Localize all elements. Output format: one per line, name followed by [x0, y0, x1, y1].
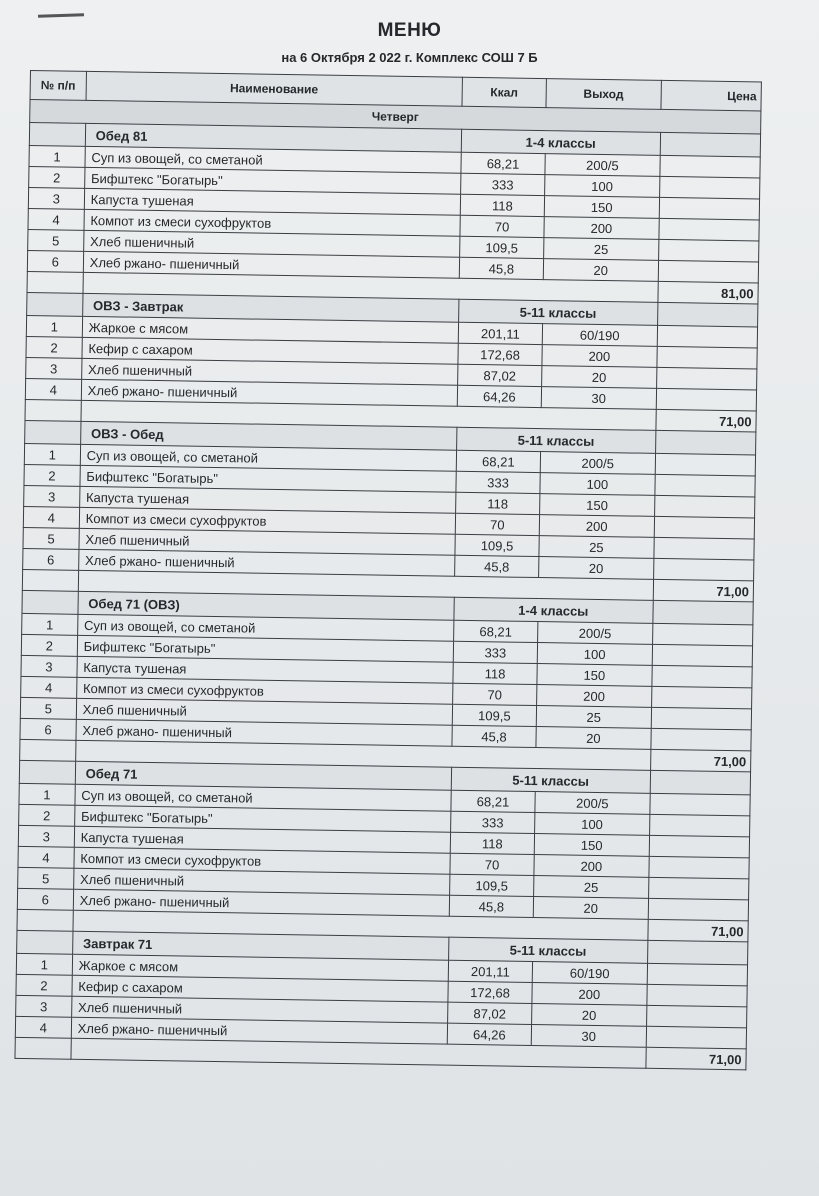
item-price — [659, 218, 760, 241]
item-name: Хлеб ржано- пшеничный — [78, 549, 454, 576]
section-total: 71,00 — [656, 409, 757, 432]
menu-table — [14, 70, 761, 1070]
item-price — [651, 686, 752, 709]
item-kcal: 45,8 — [452, 725, 536, 747]
section-title: ОВЗ - Завтрак — [82, 293, 458, 322]
section-empty-cell — [29, 123, 85, 147]
section-title: Завтрак 71 — [72, 931, 448, 960]
item-kcal: 333 — [453, 641, 537, 663]
item-name: Компот из смеси сухофруктов — [76, 677, 452, 704]
item-name: Капуста тушеная — [74, 826, 450, 853]
item-kcal: 333 — [456, 471, 540, 493]
menu-body — [15, 100, 761, 1070]
item-number: 6 — [23, 548, 79, 570]
item-name: Компот из смеси сухофруктов — [79, 507, 455, 534]
item-output: 150 — [537, 664, 652, 687]
item-output: 20 — [536, 727, 651, 750]
item-kcal: 87,02 — [447, 1002, 531, 1024]
item-name: Хлеб ржано- пшеничный — [73, 889, 449, 916]
item-kcal: 68,21 — [453, 620, 537, 642]
item-number: 1 — [19, 783, 75, 805]
item-number: 6 — [27, 250, 83, 272]
item-kcal: 118 — [455, 492, 539, 514]
section-empty-cell — [652, 600, 753, 625]
item-price — [659, 197, 760, 220]
item-kcal: 201,11 — [458, 322, 542, 344]
item-output: 200 — [534, 855, 649, 878]
item-number: 5 — [20, 697, 76, 719]
item-number: 5 — [23, 527, 79, 549]
item-output: 25 — [536, 706, 651, 729]
item-price — [659, 176, 760, 199]
item-price — [648, 856, 749, 879]
item-name: Хлеб ржано- пшеничный — [81, 379, 457, 406]
section-empty-cell — [657, 302, 758, 327]
item-name: Капуста тушеная — [84, 188, 460, 215]
item-price — [653, 558, 754, 581]
section-empty-cell — [660, 132, 761, 157]
section-total: 71,00 — [650, 749, 751, 772]
item-name: Хлеб ржано- пшеничный — [76, 719, 452, 746]
item-name: Хлеб пшеничный — [73, 868, 449, 895]
header-name: Наименование — [86, 71, 463, 106]
item-kcal: 172,68 — [448, 981, 532, 1003]
item-name: Компот из смеси сухофруктов — [74, 847, 450, 874]
item-name: Хлеб пшеничный — [79, 528, 455, 555]
item-name: Жаркое с мясом — [82, 316, 458, 343]
item-price — [652, 623, 753, 646]
page-title: МЕНЮ — [377, 20, 442, 41]
item-kcal: 70 — [450, 853, 534, 875]
item-number: 4 — [21, 676, 77, 698]
item-price — [648, 877, 749, 900]
item-price — [651, 665, 752, 688]
item-kcal: 333 — [450, 811, 534, 833]
item-output: 100 — [545, 175, 660, 198]
item-output: 30 — [541, 387, 656, 410]
section-total: 71,00 — [647, 919, 748, 942]
section-classes: 5-11 классы — [448, 937, 647, 963]
section-empty-cell — [17, 930, 73, 954]
section-empty-cell — [647, 940, 748, 965]
item-number: 3 — [26, 357, 82, 379]
section-title: Обед 71 (ОВЗ) — [78, 591, 454, 620]
item-price — [646, 1026, 747, 1049]
item-output: 150 — [540, 494, 655, 517]
item-output: 150 — [544, 196, 659, 219]
item-output: 25 — [544, 238, 659, 261]
item-kcal: 109,5 — [460, 236, 544, 258]
item-price — [647, 963, 748, 986]
item-number: 4 — [25, 378, 81, 400]
item-number: 2 — [19, 804, 75, 826]
section-total: 71,00 — [645, 1047, 746, 1070]
item-price — [655, 453, 756, 476]
item-price — [658, 239, 759, 262]
item-kcal: 109,5 — [455, 534, 539, 556]
item-name: Хлеб пшеничный — [76, 698, 452, 725]
header-price: Цена — [661, 80, 762, 111]
item-name: Хлеб ржано- пшеничный — [71, 1017, 447, 1044]
section-classes: 5-11 классы — [451, 767, 650, 793]
item-kcal: 201,11 — [448, 960, 532, 982]
total-empty-cell — [25, 399, 81, 421]
item-name: Хлеб пшеничный — [83, 230, 459, 257]
item-kcal: 87,02 — [457, 364, 541, 386]
section-empty-cell — [25, 420, 81, 444]
item-number: 6 — [17, 888, 73, 910]
item-output: 20 — [532, 1003, 647, 1026]
header-output: Выход — [546, 79, 661, 110]
item-number: 3 — [16, 995, 72, 1017]
section-classes: 1-4 классы — [454, 597, 653, 623]
item-price — [654, 495, 755, 518]
item-output: 30 — [531, 1024, 646, 1047]
item-output: 100 — [540, 473, 655, 496]
item-output: 20 — [542, 366, 657, 389]
item-price — [649, 814, 750, 837]
item-kcal: 45,8 — [449, 895, 533, 917]
section-classes: 5-11 классы — [458, 299, 657, 325]
total-empty-cell — [17, 909, 73, 931]
item-kcal: 64,26 — [447, 1023, 531, 1045]
item-kcal: 68,21 — [456, 450, 540, 472]
item-output: 60/190 — [532, 962, 647, 985]
item-price — [658, 260, 759, 283]
item-output: 20 — [539, 557, 654, 580]
item-output: 100 — [537, 643, 652, 666]
item-output: 25 — [534, 876, 649, 899]
item-output: 200/5 — [538, 622, 653, 645]
item-output: 200 — [542, 345, 657, 368]
item-output: 20 — [533, 897, 648, 920]
item-number: 5 — [28, 229, 84, 251]
item-name: Суп из овощей, со сметаной — [77, 614, 453, 641]
item-price — [646, 1005, 747, 1028]
item-price — [651, 707, 752, 730]
item-price — [648, 898, 749, 921]
item-output: 25 — [539, 536, 654, 559]
item-number: 5 — [18, 867, 74, 889]
item-kcal: 118 — [450, 832, 534, 854]
item-name: Хлеб ржано- пшеничный — [83, 251, 459, 278]
item-number: 6 — [20, 718, 76, 740]
header-num: № п/п — [30, 71, 86, 101]
item-price — [649, 793, 750, 816]
pen-mark — [38, 13, 84, 18]
item-price — [657, 346, 758, 369]
item-number: 1 — [29, 145, 85, 167]
item-kcal: 68,21 — [461, 152, 545, 174]
item-name: Бифштекс "Богатырь" — [77, 635, 453, 662]
item-price — [652, 644, 753, 667]
item-name: Суп из овощей, со сметаной — [75, 784, 451, 811]
item-kcal: 45,8 — [454, 555, 538, 577]
item-output: 150 — [534, 834, 649, 857]
section-title: ОВЗ - Обед — [80, 421, 456, 450]
item-name: Кефир с сахаром — [72, 975, 448, 1002]
item-name: Бифштекс "Богатырь" — [84, 167, 460, 194]
item-price — [656, 388, 757, 411]
item-kcal: 109,5 — [449, 874, 533, 896]
header-kcal: Ккал — [462, 77, 547, 107]
item-number: 3 — [28, 187, 84, 209]
item-kcal: 70 — [460, 215, 544, 237]
item-number: 1 — [22, 613, 78, 635]
item-price — [660, 155, 761, 178]
section-classes: 1-4 классы — [461, 129, 660, 155]
item-name: Жаркое с мясом — [72, 954, 448, 981]
item-output: 200 — [539, 515, 654, 538]
total-empty-cell — [27, 271, 83, 293]
total-empty-cell — [15, 1037, 71, 1059]
item-output: 60/190 — [542, 324, 657, 347]
item-number: 3 — [24, 485, 80, 507]
item-name: Компот из смеси сухофруктов — [84, 209, 460, 236]
page-subtitle: на 6 Октября 2 022 г. Комплекс СОШ 7 Б — [281, 50, 538, 65]
item-number: 2 — [26, 336, 82, 358]
item-number: 2 — [16, 974, 72, 996]
section-classes: 5-11 классы — [456, 427, 655, 453]
item-price — [654, 474, 755, 497]
item-output: 200/5 — [540, 452, 655, 475]
item-kcal: 45,8 — [459, 257, 543, 279]
item-output: 200 — [544, 217, 659, 240]
item-kcal: 172,68 — [458, 343, 542, 365]
total-empty-cell — [20, 739, 76, 761]
item-price — [650, 728, 751, 751]
section-title: Обед 71 — [75, 761, 451, 790]
item-output: 20 — [543, 259, 658, 282]
item-kcal: 70 — [452, 683, 536, 705]
item-price — [646, 984, 747, 1007]
item-price — [653, 537, 754, 560]
item-name: Бифштекс "Богатырь" — [80, 465, 456, 492]
item-number: 4 — [18, 846, 74, 868]
section-empty-cell — [650, 770, 751, 795]
item-kcal: 333 — [460, 173, 544, 195]
item-number: 4 — [28, 208, 84, 230]
item-price — [649, 835, 750, 858]
item-kcal: 118 — [453, 662, 537, 684]
item-number: 2 — [24, 464, 80, 486]
item-name: Бифштекс "Богатырь" — [74, 805, 450, 832]
item-price — [657, 325, 758, 348]
item-name: Хлеб пшеничный — [81, 358, 457, 385]
item-name: Капуста тушеная — [79, 486, 455, 513]
day-label: Четверг — [30, 100, 761, 134]
item-number: 1 — [26, 315, 82, 337]
item-name: Капуста тушеная — [77, 656, 453, 683]
item-number: 4 — [15, 1016, 71, 1038]
section-empty-cell — [22, 590, 78, 614]
total-empty-cell — [22, 569, 78, 591]
item-number: 4 — [23, 506, 79, 528]
item-output: 200/5 — [535, 792, 650, 815]
section-title: Обед 81 — [85, 123, 461, 152]
section-empty-cell — [19, 760, 75, 784]
section-total: 81,00 — [658, 281, 759, 304]
item-number: 2 — [29, 166, 85, 188]
item-kcal: 64,26 — [457, 385, 541, 407]
item-number: 1 — [16, 953, 72, 975]
item-number: 1 — [24, 443, 80, 465]
item-price — [654, 516, 755, 539]
item-kcal: 109,5 — [452, 704, 536, 726]
item-name: Суп из овощей, со сметаной — [85, 146, 461, 173]
item-kcal: 70 — [455, 513, 539, 535]
item-name: Кефир с сахаром — [82, 337, 458, 364]
item-number: 3 — [21, 655, 77, 677]
item-price — [656, 367, 757, 390]
item-name: Хлеб пшеничный — [71, 996, 447, 1023]
item-kcal: 118 — [460, 194, 544, 216]
item-output: 200 — [537, 685, 652, 708]
item-kcal: 68,21 — [451, 790, 535, 812]
item-number: 2 — [21, 634, 77, 656]
item-output: 200 — [532, 983, 647, 1006]
section-total: 71,00 — [653, 579, 754, 602]
item-number: 3 — [18, 825, 74, 847]
item-name: Суп из овощей, со сметаной — [80, 444, 456, 471]
item-output: 100 — [535, 813, 650, 836]
item-output: 200/5 — [545, 154, 660, 177]
section-empty-cell — [655, 430, 756, 455]
section-empty-cell — [27, 292, 83, 316]
